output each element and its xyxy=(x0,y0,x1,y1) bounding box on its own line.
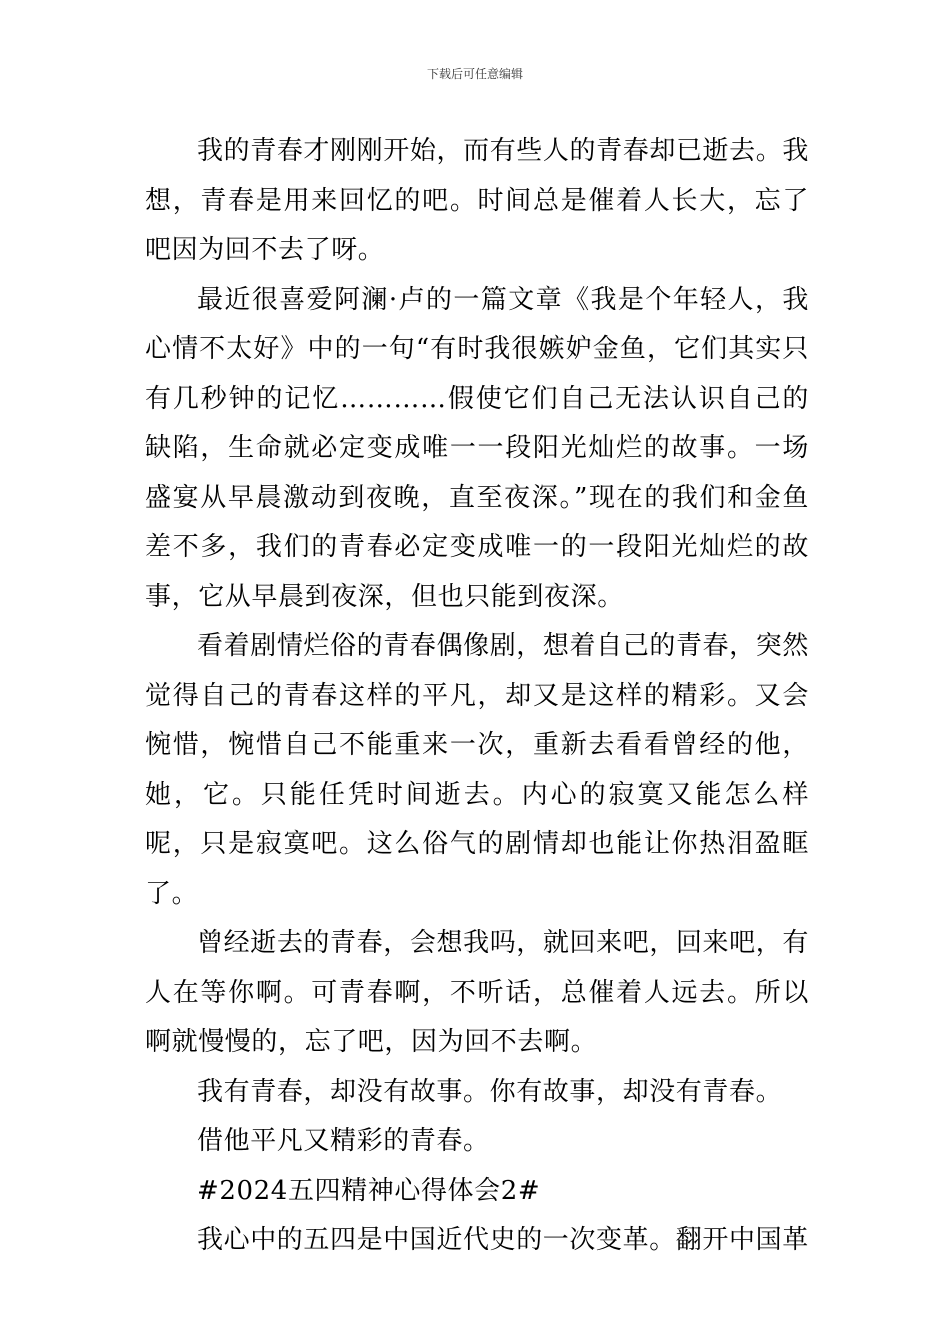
paragraph: 借他平凡又精彩的青春。 xyxy=(197,1126,490,1156)
section-heading: #2024五四精神心得体会2# xyxy=(197,1175,541,1206)
paragraph: 我有青春，却没有故事。你有故事，却没有青春。 xyxy=(197,1076,783,1107)
paragraph: 最近很喜爱阿澜·卢的一篇文章《我是个年轻人，我心情不太好》中的一句“有时我很嫉妒金鱼，它们其实只有几秒钟的记忆…………假使它们自己无法认识自己的缺陷，生命就必定变成唯一一段阳光灿烂的故事。一场盛宴从早晨激动到夜晚，直至夜深。”现在的我们和金鱼差不多，我们的青春必定变成唯一的一段阳光灿烂的故事，它从早晨到夜深，但也只能到夜深。 xyxy=(145,284,809,612)
paragraph: 我的青春才刚刚开始，而有些人的青春却已逝去。我想，青春是用来回忆的吧。时间总是催着人长大，忘了吧因为回不去了呀。 xyxy=(145,136,809,265)
paragraph: 我心中的五四是中国近代史的一次变革。翻开中国革 xyxy=(197,1225,809,1255)
paragraph: 曾经逝去的青春，会想我吗，就回来吧，回来吧，有人在等你啊。可青春啊，不听话，总催着人远去。所以啊就慢慢的，忘了吧，因为回不去啊。 xyxy=(145,928,809,1057)
page-header: 下载后可任意编辑 xyxy=(426,67,523,81)
paragraph: 看着剧情烂俗的青春偶像剧，想着自己的青春，突然觉得自己的青春这样的平凡，却又是这样的精彩。又会惋惜，惋惜自己不能重来一次，重新去看看曾经的他，她，它。只能任凭时间逝去。内心的寂寞又能怎么样呢，只是寂寞吧。这么俗气的剧情却也能让你热泪盈眶了。 xyxy=(145,631,809,909)
document-body xyxy=(145,127,809,1266)
